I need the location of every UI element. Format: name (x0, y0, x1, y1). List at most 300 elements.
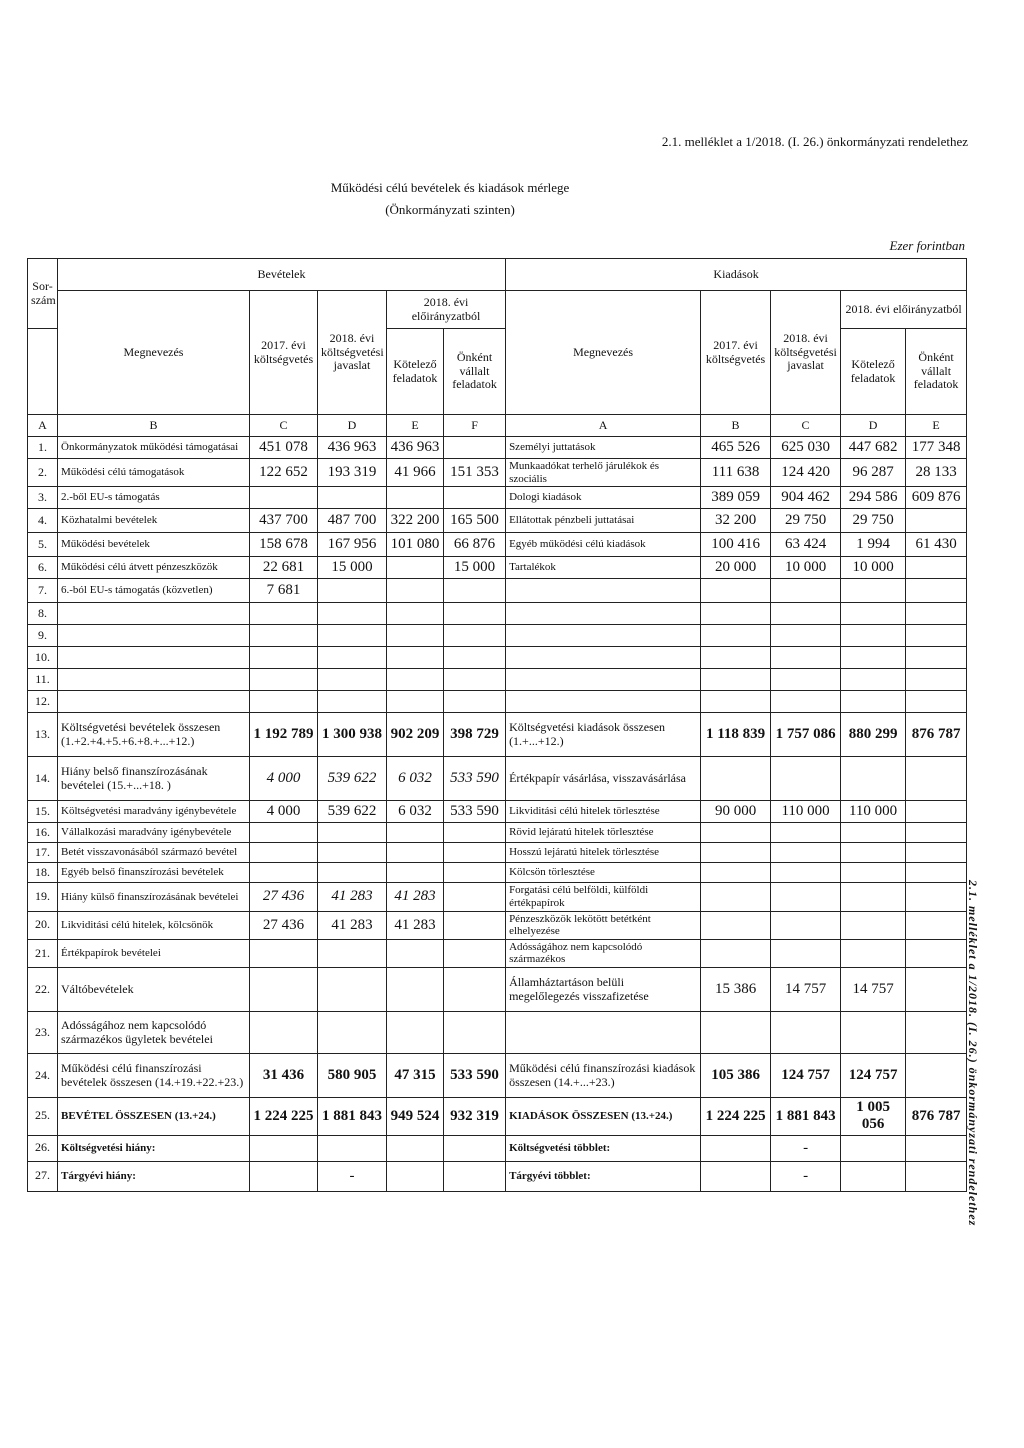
cell-in-f (444, 1161, 506, 1191)
header-out-megnevezes: Megnevezés (506, 291, 701, 415)
cell-no: 19. (28, 883, 58, 911)
table-row (28, 579, 967, 603)
header-out-kotelezo: Kötelező feladatok (841, 329, 906, 415)
header-in-kotelezo: Kötelező feladatok (387, 329, 444, 415)
table-row (28, 603, 967, 625)
cell-in-e (387, 1135, 444, 1161)
cell-in-c: 1 192 789 (250, 713, 318, 757)
cell-out-name (506, 625, 701, 647)
cell-out-d (841, 1012, 906, 1054)
table-row (28, 801, 967, 823)
cell-in-c: 158 678 (250, 533, 318, 557)
cell-in-c: 437 700 (250, 509, 318, 533)
cell-out-c (771, 691, 841, 713)
document-title: Működési célú bevételek és kiadások mérlege (330, 180, 570, 195)
cell-in-d (318, 843, 387, 863)
cell-out-name: Adósságához nem kapcsolódó származékos (506, 939, 701, 967)
cell-out-b: 465 526 (701, 437, 771, 459)
cell-no: 1. (28, 437, 58, 459)
table-row (28, 509, 967, 533)
cell-in-d (318, 669, 387, 691)
cell-in-c: 27 436 (250, 911, 318, 939)
cell-out-d: 447 682 (841, 437, 906, 459)
cell-out-e (906, 757, 967, 801)
cell-in-f (444, 968, 506, 1012)
cell-in-e (387, 647, 444, 669)
cell-out-d: 294 586 (841, 487, 906, 509)
cell-out-b (701, 911, 771, 939)
letter-cell: C (771, 415, 841, 437)
cell-out-name: Tárgyévi többlet: (506, 1161, 701, 1191)
cell-in-name: Működési célú finanszírozási bevételek összesen (14.+19.+22.+23.) (58, 1054, 250, 1098)
header-in-2018: 2018. évi költségvetési javaslat (318, 291, 387, 415)
cell-out-c: - (771, 1135, 841, 1161)
cell-in-name: Tárgyévi hiány: (58, 1161, 250, 1191)
cell-in-d (318, 1135, 387, 1161)
cell-in-e: 101 080 (387, 533, 444, 557)
cell-in-d (318, 487, 387, 509)
cell-in-e (387, 939, 444, 967)
cell-in-c: 22 681 (250, 557, 318, 579)
cell-no: 27. (28, 1161, 58, 1191)
cell-out-b (701, 669, 771, 691)
unit-label: Ezer forintban (889, 238, 965, 253)
cell-out-d: 124 757 (841, 1054, 906, 1098)
header-bevetelek: Bevételek (58, 259, 506, 291)
cell-out-e: 609 876 (906, 487, 967, 509)
cell-out-e (906, 647, 967, 669)
table-row (28, 939, 967, 967)
cell-in-name: Hiány külső finanszírozásának bevételei (58, 883, 250, 911)
cell-in-f (444, 1135, 506, 1161)
cell-in-name: Önkormányzatok működési támogatásai (58, 437, 250, 459)
cell-out-name: Költségvetési többlet: (506, 1135, 701, 1161)
cell-in-f (444, 669, 506, 691)
cell-in-f (444, 625, 506, 647)
cell-in-name: Költségvetési hiány: (58, 1135, 250, 1161)
cell-out-d (841, 911, 906, 939)
table-row (28, 843, 967, 863)
cell-in-name: Költségvetési maradvány igénybevétele (58, 801, 250, 823)
cell-in-name: 2.-ből EU-s támogatás (58, 487, 250, 509)
table-row (28, 1161, 967, 1191)
cell-out-e: 876 787 (906, 713, 967, 757)
cell-out-d: 110 000 (841, 801, 906, 823)
cell-out-name: Személyi juttatások (506, 437, 701, 459)
cell-in-name (58, 603, 250, 625)
cell-no: 6. (28, 557, 58, 579)
letters-row (28, 415, 967, 437)
cell-in-f (444, 1012, 506, 1054)
cell-in-f (444, 883, 506, 911)
cell-in-e (387, 1012, 444, 1054)
cell-no: 17. (28, 843, 58, 863)
table-row (28, 647, 967, 669)
cell-out-c: - (771, 1161, 841, 1191)
table-row (28, 1135, 967, 1161)
cell-in-d: 1 300 938 (318, 713, 387, 757)
cell-in-f: 533 590 (444, 1054, 506, 1098)
header-kiadasok: Kiadások (506, 259, 967, 291)
cell-in-e (387, 843, 444, 863)
cell-no: 18. (28, 863, 58, 883)
cell-out-e (906, 509, 967, 533)
cell-out-name: Ellátottak pénzbeli juttatásai (506, 509, 701, 533)
document-reference: 2.1. melléklet a 1/2018. (I. 26.) önkormányzati rendelethez (661, 134, 968, 149)
cell-out-c (771, 647, 841, 669)
cell-out-c: 14 757 (771, 968, 841, 1012)
cell-out-e (906, 843, 967, 863)
cell-in-f: 151 353 (444, 459, 506, 487)
cell-in-c: 31 436 (250, 1054, 318, 1098)
cell-out-e (906, 863, 967, 883)
cell-out-c (771, 883, 841, 911)
cell-in-d (318, 823, 387, 843)
cell-no: 20. (28, 911, 58, 939)
cell-out-e (906, 911, 967, 939)
cell-out-c: 124 420 (771, 459, 841, 487)
header-in-2017: 2017. évi költségvetés (250, 291, 318, 415)
cell-in-e: 949 524 (387, 1098, 444, 1136)
cell-in-f (444, 911, 506, 939)
cell-in-c (250, 1135, 318, 1161)
cell-out-d (841, 647, 906, 669)
cell-out-d (841, 691, 906, 713)
table-row (28, 691, 967, 713)
cell-in-f (444, 437, 506, 459)
cell-in-d (318, 691, 387, 713)
table-row (28, 1012, 967, 1054)
cell-out-name: Egyéb működési célú kiadások (506, 533, 701, 557)
cell-no: 11. (28, 669, 58, 691)
cell-out-e: 177 348 (906, 437, 967, 459)
cell-out-name: Dologi kiadások (506, 487, 701, 509)
cell-in-d: 41 283 (318, 883, 387, 911)
cell-in-name: Költségvetési bevételek összesen (1.+2.+4.+5.+6.+8.+...+12.) (58, 713, 250, 757)
cell-out-d: 880 299 (841, 713, 906, 757)
cell-in-d: 1 881 843 (318, 1098, 387, 1136)
cell-out-b: 1 118 839 (701, 713, 771, 757)
table-row (28, 757, 967, 801)
cell-out-b: 32 200 (701, 509, 771, 533)
cell-in-d (318, 647, 387, 669)
cell-in-d: 539 622 (318, 757, 387, 801)
cell-in-e (387, 1161, 444, 1191)
letter-cell: F (444, 415, 506, 437)
cell-in-e: 41 283 (387, 911, 444, 939)
cell-no: 24. (28, 1054, 58, 1098)
table-row (28, 911, 967, 939)
cell-out-name (506, 669, 701, 691)
cell-in-name (58, 691, 250, 713)
cell-in-d: 436 963 (318, 437, 387, 459)
cell-out-c (771, 579, 841, 603)
cell-out-c (771, 843, 841, 863)
cell-in-d: 193 319 (318, 459, 387, 487)
cell-out-d (841, 883, 906, 911)
cell-out-c (771, 863, 841, 883)
table-row (28, 625, 967, 647)
cell-in-d: 167 956 (318, 533, 387, 557)
cell-in-c (250, 968, 318, 1012)
cell-in-name: Működési célú átvett pénzeszközök (58, 557, 250, 579)
cell-no: 4. (28, 509, 58, 533)
table-row (28, 1098, 967, 1136)
letter-cell: C (250, 415, 318, 437)
cell-no: 9. (28, 625, 58, 647)
cell-in-e: 41 283 (387, 883, 444, 911)
cell-out-d (841, 1161, 906, 1191)
cell-no: 5. (28, 533, 58, 557)
cell-in-name: Adósságához nem kapcsolódó származékos ügyletek bevételei (58, 1012, 250, 1054)
cell-out-name: Működési célú finanszírozási kiadások összesen (14.+...+23.) (506, 1054, 701, 1098)
cell-out-name (506, 691, 701, 713)
header-out-2017: 2017. évi költségvetés (701, 291, 771, 415)
cell-in-c (250, 625, 318, 647)
cell-out-b (701, 1161, 771, 1191)
cell-out-d (841, 823, 906, 843)
cell-out-c (771, 757, 841, 801)
cell-out-d (841, 669, 906, 691)
cell-out-b (701, 1135, 771, 1161)
cell-out-name: Tartalékok (506, 557, 701, 579)
letter-cell: B (701, 415, 771, 437)
table-row (28, 459, 967, 487)
cell-in-f: 533 590 (444, 757, 506, 801)
cell-out-e (906, 1054, 967, 1098)
cell-in-e: 436 963 (387, 437, 444, 459)
cell-in-e: 47 315 (387, 1054, 444, 1098)
cell-out-e (906, 1161, 967, 1191)
cell-in-name: Közhatalmi bevételek (58, 509, 250, 533)
cell-out-b (701, 843, 771, 863)
cell-in-e (387, 603, 444, 625)
cell-out-d (841, 579, 906, 603)
cell-in-e (387, 968, 444, 1012)
cell-out-d (841, 625, 906, 647)
cell-out-e: 61 430 (906, 533, 967, 557)
cell-in-f: 66 876 (444, 533, 506, 557)
cell-in-f (444, 579, 506, 603)
cell-out-c: 124 757 (771, 1054, 841, 1098)
cell-out-c (771, 603, 841, 625)
cell-out-name (506, 579, 701, 603)
cell-in-e: 41 966 (387, 459, 444, 487)
cell-in-c: 122 652 (250, 459, 318, 487)
cell-no: 21. (28, 939, 58, 967)
cell-in-d (318, 1012, 387, 1054)
cell-no: 12. (28, 691, 58, 713)
cell-out-d (841, 603, 906, 625)
cell-in-d: 580 905 (318, 1054, 387, 1098)
cell-in-d: - (318, 1161, 387, 1191)
cell-in-f (444, 823, 506, 843)
cell-out-b: 20 000 (701, 557, 771, 579)
letter-cell: A (28, 415, 58, 437)
cell-in-name: Váltóbevételek (58, 968, 250, 1012)
cell-out-name: Pénzeszközök lekötött betétként elhelyezése (506, 911, 701, 939)
cell-in-e (387, 557, 444, 579)
cell-in-c: 451 078 (250, 437, 318, 459)
document-subtitle: (Önkormányzati szinten) (385, 202, 515, 217)
cell-out-name (506, 603, 701, 625)
cell-in-f (444, 939, 506, 967)
cell-in-name: Betét visszavonásából származó bevétel (58, 843, 250, 863)
letter-cell: A (506, 415, 701, 437)
cell-out-e (906, 579, 967, 603)
table-row (28, 437, 967, 459)
cell-out-e: 28 133 (906, 459, 967, 487)
cell-out-c: 625 030 (771, 437, 841, 459)
header-out-onkent: Önként vállalt feladatok (906, 329, 967, 415)
cell-out-name: Forgatási célú belföldi, külföldi értékpapírok (506, 883, 701, 911)
cell-out-d (841, 843, 906, 863)
cell-out-b (701, 883, 771, 911)
cell-out-c (771, 625, 841, 647)
cell-in-d: 41 283 (318, 911, 387, 939)
cell-in-c (250, 1012, 318, 1054)
cell-out-b: 1 224 225 (701, 1098, 771, 1136)
cell-in-e (387, 863, 444, 883)
cell-out-d: 96 287 (841, 459, 906, 487)
cell-out-name: Likviditási célú hitelek törlesztése (506, 801, 701, 823)
cell-in-name: BEVÉTEL ÖSSZESEN (13.+24.) (58, 1098, 250, 1136)
balance-table (27, 258, 967, 1192)
cell-out-name: Rövid lejáratú hitelek törlesztése (506, 823, 701, 843)
cell-in-c: 7 681 (250, 579, 318, 603)
cell-in-name: 6.-ból EU-s támogatás (közvetlen) (58, 579, 250, 603)
letter-cell: E (387, 415, 444, 437)
cell-in-name (58, 647, 250, 669)
cell-out-b: 105 386 (701, 1054, 771, 1098)
table-row (28, 968, 967, 1012)
cell-in-e (387, 823, 444, 843)
cell-no: 26. (28, 1135, 58, 1161)
cell-out-b (701, 1012, 771, 1054)
cell-out-name (506, 647, 701, 669)
cell-out-name: KIADÁSOK ÖSSZESEN (13.+24.) (506, 1098, 701, 1136)
cell-in-d (318, 939, 387, 967)
cell-in-e (387, 625, 444, 647)
cell-in-d (318, 625, 387, 647)
cell-out-b (701, 625, 771, 647)
cell-in-c (250, 1161, 318, 1191)
header-out-eloiranyzat: 2018. évi előirányzatból (841, 291, 967, 329)
cell-in-name: Likviditási célú hitelek, kölcsönök (58, 911, 250, 939)
table-row (28, 487, 967, 509)
cell-out-d: 14 757 (841, 968, 906, 1012)
cell-in-c (250, 603, 318, 625)
cell-out-b: 90 000 (701, 801, 771, 823)
cell-in-f: 398 729 (444, 713, 506, 757)
cell-no: 25. (28, 1098, 58, 1136)
cell-in-d (318, 579, 387, 603)
cell-out-e (906, 557, 967, 579)
cell-in-c: 1 224 225 (250, 1098, 318, 1136)
cell-in-c (250, 823, 318, 843)
cell-no: 23. (28, 1012, 58, 1054)
cell-out-b: 15 386 (701, 968, 771, 1012)
cell-in-f: 165 500 (444, 509, 506, 533)
cell-out-b (701, 647, 771, 669)
cell-in-e: 6 032 (387, 757, 444, 801)
cell-in-c (250, 939, 318, 967)
cell-in-d: 15 000 (318, 557, 387, 579)
cell-in-d: 539 622 (318, 801, 387, 823)
cell-in-name (58, 669, 250, 691)
cell-out-d: 10 000 (841, 557, 906, 579)
cell-in-f (444, 691, 506, 713)
letter-cell: D (318, 415, 387, 437)
cell-in-c (250, 669, 318, 691)
table-body (28, 259, 967, 1192)
table-row (28, 533, 967, 557)
cell-in-e (387, 579, 444, 603)
cell-out-name: Hosszú lejáratú hitelek törlesztése (506, 843, 701, 863)
cell-out-d: 1 994 (841, 533, 906, 557)
cell-out-b: 111 638 (701, 459, 771, 487)
cell-out-name: Értékpapír vásárlása, visszavásárlása (506, 757, 701, 801)
cell-out-e (906, 603, 967, 625)
cell-no: 8. (28, 603, 58, 625)
cell-in-f: 932 319 (444, 1098, 506, 1136)
cell-out-c: 110 000 (771, 801, 841, 823)
cell-in-e: 322 200 (387, 509, 444, 533)
header-sorszam: Sor-szám (28, 259, 58, 329)
table-row (28, 669, 967, 691)
table-row (28, 1054, 967, 1098)
cell-in-e (387, 669, 444, 691)
cell-in-e (387, 487, 444, 509)
cell-out-c (771, 669, 841, 691)
cell-out-d (841, 757, 906, 801)
cell-no: 2. (28, 459, 58, 487)
cell-out-name (506, 1012, 701, 1054)
cell-in-name: Egyéb belső finanszírozási bevételek (58, 863, 250, 883)
cell-out-b (701, 757, 771, 801)
cell-in-f: 15 000 (444, 557, 506, 579)
letter-cell: E (906, 415, 967, 437)
cell-in-c (250, 647, 318, 669)
cell-no: 14. (28, 757, 58, 801)
header-sorszam-blank (28, 329, 58, 415)
cell-no: 15. (28, 801, 58, 823)
cell-in-name: Hiány belső finanszírozásának bevételei (15.+...+18. ) (58, 757, 250, 801)
cell-out-c: 904 462 (771, 487, 841, 509)
cell-out-c: 29 750 (771, 509, 841, 533)
cell-in-c: 27 436 (250, 883, 318, 911)
cell-out-d (841, 1135, 906, 1161)
cell-in-d (318, 603, 387, 625)
cell-in-name: Értékpapírok bevételei (58, 939, 250, 967)
cell-in-c: 4 000 (250, 757, 318, 801)
cell-in-e: 902 209 (387, 713, 444, 757)
cell-in-c: 4 000 (250, 801, 318, 823)
cell-out-b (701, 603, 771, 625)
header-row-1 (28, 259, 967, 291)
cell-in-name (58, 625, 250, 647)
cell-out-e (906, 801, 967, 823)
cell-no: 3. (28, 487, 58, 509)
cell-out-c (771, 939, 841, 967)
cell-out-c: 63 424 (771, 533, 841, 557)
header-in-onkent: Önként vállalt feladatok (444, 329, 506, 415)
cell-in-e (387, 691, 444, 713)
cell-out-b: 389 059 (701, 487, 771, 509)
cell-in-f (444, 603, 506, 625)
cell-no: 16. (28, 823, 58, 843)
cell-out-name: Munkaadókat terhelő járulékok és szociális (506, 459, 701, 487)
